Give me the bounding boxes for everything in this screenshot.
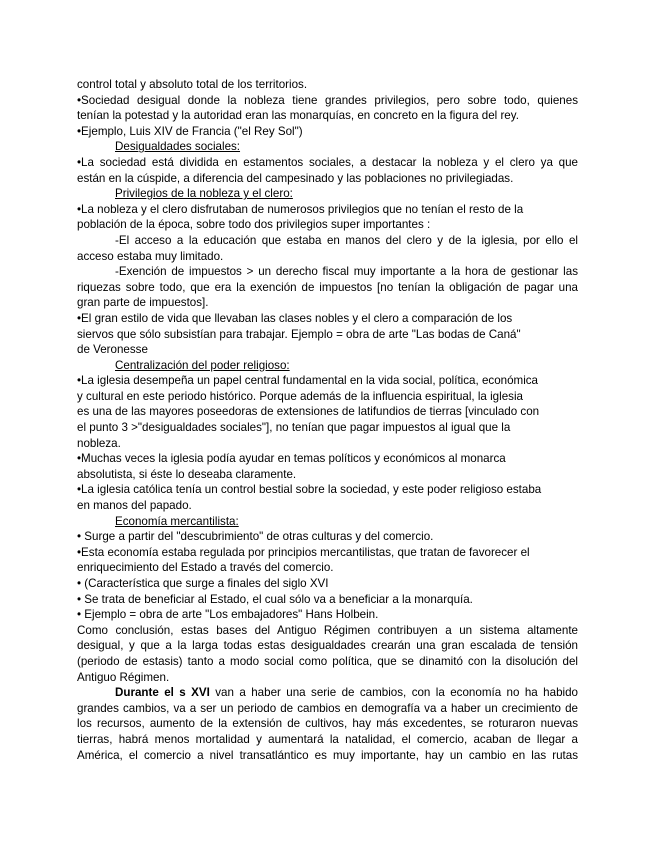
- section-heading: Centralización del poder religioso:: [115, 358, 290, 372]
- text-line: acceso estaba muy limitado.: [77, 249, 224, 263]
- text-line: (periodo de estasis) tanto a modo social como política, que se dinamitó con la disolución del: [77, 654, 578, 668]
- economia-section: [77, 514, 578, 623]
- text-line: •El gran estilo de vida que llevaban las clases nobles y el clero a comparación de los: [77, 311, 513, 325]
- bold-lead: Durante el s XVI: [115, 686, 210, 700]
- text-line: -El acceso a la educación que estaba en manos del clero y de la iglesia, por ello el: [115, 233, 578, 247]
- siglo-xvi-section: [77, 685, 578, 763]
- text-line: •La sociedad está dividida en estamentos sociales, a destacar la nobleza y el clero ya que: [77, 155, 578, 169]
- text-line: Antiguo Régimen.: [77, 670, 170, 684]
- text-line: •La nobleza y el clero disfrutaban de numerosos privilegios que no tenían el resto de la: [77, 202, 524, 216]
- text-line: el punto 3 >"desigualdades sociales"], no tenían que pagar impuestos al igual que la: [77, 421, 511, 435]
- conclusion-section: [77, 623, 578, 685]
- intro-section: [77, 77, 578, 139]
- text-line: •Esta economía estaba regulada por principios mercantilistas, que tratan de favorecer el: [77, 545, 530, 559]
- text-line: gran parte de impuestos].: [77, 296, 209, 310]
- text-line: es una de las mayores poseedoras de extensiones de latifundios de tierras [vinculado con: [77, 405, 540, 419]
- privilegios-section: [77, 186, 578, 358]
- text-line: tenían la potestad y la autoridad eran las monarquías, en concreto en la figura del rey.: [77, 109, 519, 123]
- centralizacion-section: [77, 358, 578, 514]
- text-line: están en la cúspide, a diferencia del campesinado y las poblaciones no privilegiadas.: [77, 171, 514, 185]
- text-line: Como conclusión, estas bases del Antiguo Régimen contribuyen a un sistema altamente: [77, 623, 578, 637]
- text-line: y cultural en este periodo histórico. Porque además de la influencia espiritual, la iglesia: [77, 389, 523, 403]
- text-line: siervos que sólo subsistían para trabajar. Ejemplo = obra de arte "Las bodas de Caná": [77, 327, 521, 341]
- text-line: •La iglesia católica tenía un control bestial sobre la sociedad, y este poder religioso estaba: [77, 483, 542, 497]
- text-line: enriquecimiento del Estado a través del comercio.: [77, 561, 334, 575]
- text-line: riquezas sobre todo, que era la exención de impuestos [no tenían la obligación de pagar una: [77, 280, 578, 294]
- text-line: • (Característica que surge a finales del siglo XVI: [77, 577, 329, 590]
- text-line: •Muchas veces la iglesia podía ayudar en temas políticos y económicos al monarca: [77, 452, 506, 466]
- section-heading: Economía mercantilista:: [115, 514, 239, 528]
- text-line: los recursos, aumento de la extensión de cultivos, hay más excedentes, se roturaron nuevas: [77, 717, 578, 731]
- text-line: población de la época, sobre todo dos privilegios super importantes :: [77, 218, 431, 232]
- text-line: en manos del papado.: [77, 499, 192, 513]
- text-line: absolutista, si éste lo deseaba claramente.: [77, 467, 297, 481]
- text-line: •Sociedad desigual donde la nobleza tiene grandes privilegios, pero sobre todo, quienes: [77, 93, 578, 107]
- text-line: • Se trata de beneficiar al Estado, el cual sólo va a beneficiar a la monarquía.: [77, 592, 473, 606]
- text-line: de Veronesse: [77, 343, 148, 357]
- section-heading: Desigualdades sociales:: [115, 140, 241, 154]
- text-line: tierras, habrá menos mortalidad y aumentará la natalidad, el comercio, acaban de llegar a: [77, 732, 578, 746]
- desigualdades-section: [77, 139, 578, 186]
- text-line: [77, 685, 578, 701]
- section-heading: Privilegios de la nobleza y el clero:: [115, 187, 293, 201]
- text-line: América, el comercio a nivel transatlántico es muy importante, hay un cambio en las rutas: [77, 748, 578, 762]
- text-line: • Ejemplo = obra de arte "Los embajadores" Hans Holbein.: [77, 608, 379, 622]
- text-line: nobleza.: [77, 436, 121, 450]
- text-line: •La iglesia desempeña un papel central fundamental en la vida social, política, económica: [77, 374, 539, 388]
- text-line: • Surge a partir del "descubrimiento" de otras culturas y del comercio.: [77, 530, 434, 544]
- lead-rest: van a haber una serie de cambios, con la economía no ha habido: [209, 686, 578, 700]
- text-line: control total y absoluto total de los territorios.: [77, 78, 308, 91]
- text-line: •Ejemplo, Luis XIV de Francia ("el Rey Sol"): [77, 124, 303, 138]
- text-line: grandes cambios, va a ser un periodo de cambios en demografía va a haber un crecimiento de: [77, 701, 578, 715]
- text-line: desigual, y que a la larga todas estas desigualdades crearán una gran escalada de tensión: [77, 639, 578, 653]
- text-line: -Exención de impuestos > un derecho fiscal muy importante a la hora de gestionar las: [115, 265, 578, 279]
